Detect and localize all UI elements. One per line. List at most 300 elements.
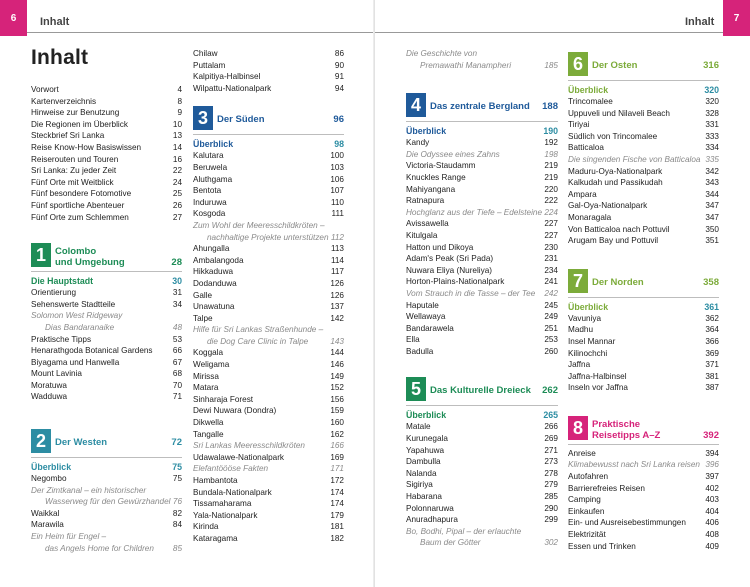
entry-title: Beruwela <box>193 162 228 172</box>
section-westen <box>31 423 182 554</box>
entry-title: Horton-Plains-Nationalpark <box>406 277 505 287</box>
section-heading <box>406 371 558 405</box>
entry-page: 98 <box>334 139 344 150</box>
toc-entry <box>31 119 182 131</box>
westen-continued-list <box>193 48 344 94</box>
section-title-line: Der Westen <box>55 437 108 449</box>
entry-title: Wellawaya <box>406 312 446 322</box>
section-sueden <box>193 100 344 544</box>
entry-title: Fünf sportliche Abenteuer <box>31 200 125 210</box>
entry-title: Überblick <box>568 301 609 312</box>
section-bergland <box>406 87 558 357</box>
toc-entry <box>568 517 719 529</box>
toc-entry <box>193 371 344 383</box>
entry-title: Kitulgala <box>406 230 438 240</box>
toc-entry <box>568 359 719 371</box>
toc-feature-entry <box>193 220 344 232</box>
toc-entry <box>193 359 344 371</box>
section-page: 262 <box>542 385 558 397</box>
entry-page: 112 <box>330 232 344 242</box>
toc-entry <box>193 487 344 499</box>
entry-title: Sri Lanka: Zu jeder Zeit <box>31 166 117 176</box>
toc-entry <box>193 382 344 394</box>
entry-page: 343 <box>705 178 719 188</box>
entry-page: 192 <box>544 138 558 148</box>
section-page: 72 <box>171 437 182 449</box>
entry-page: 185 <box>544 60 558 70</box>
entry-page: 166 <box>330 441 344 451</box>
right-page-number: 7 <box>723 0 750 36</box>
section-page: 392 <box>703 429 719 441</box>
entry-page: 9 <box>177 108 182 118</box>
toc-entry <box>568 224 719 236</box>
toc-entry <box>406 242 558 254</box>
entry-page: 278 <box>544 468 558 478</box>
entry-page: 16 <box>172 154 182 164</box>
entry-page: 48 <box>172 322 182 332</box>
section-number-badge: 3 <box>193 106 213 130</box>
entry-page: 331 <box>705 120 719 130</box>
entry-page: 142 <box>330 313 344 323</box>
entry-page: 126 <box>330 290 344 300</box>
entry-title: Baum der Götter <box>420 538 481 548</box>
toc-entry <box>193 185 344 197</box>
entry-title: Yala-Nationalpark <box>193 510 258 520</box>
toc-entry <box>568 371 719 383</box>
entry-page: 159 <box>330 406 344 416</box>
toc-entry <box>406 334 558 346</box>
entry-title: Ahungalla <box>193 244 230 254</box>
toc-feature-entry <box>31 531 182 543</box>
toc-entry <box>568 235 719 247</box>
section-page: 96 <box>333 114 344 126</box>
entry-title: Kandy <box>406 138 430 148</box>
intro-list <box>31 84 182 223</box>
entry-title: Udawalawe-Nationalpark <box>193 452 285 462</box>
entry-title: Gal-Oya-Nationalpark <box>568 201 648 211</box>
toc-feature-entry <box>193 336 344 348</box>
entry-title: Die singenden Fische von Batticaloa <box>568 154 701 164</box>
section-number-badge: 8 <box>568 416 588 440</box>
entry-page: 273 <box>544 457 558 467</box>
entry-title: Marawila <box>31 520 64 530</box>
entry-page: 110 <box>330 197 344 207</box>
toc-entry <box>406 456 558 468</box>
toc-entry <box>406 311 558 323</box>
toc-entry <box>406 265 558 277</box>
entry-title: Barrierefreies Reisen <box>568 483 645 493</box>
entry-title: Dodanduwa <box>193 278 237 288</box>
entry-page: 162 <box>330 429 344 439</box>
entry-title: Dewi Nuwara (Dondra) <box>193 406 277 416</box>
entry-page: 179 <box>330 510 344 520</box>
entry-title: Matara <box>193 383 219 393</box>
entry-title: Überblick <box>193 139 234 150</box>
entry-page: 169 <box>330 452 344 462</box>
entry-page: 241 <box>544 277 558 287</box>
entry-title: Uppuveli und Nilaveli Beach <box>568 108 670 118</box>
entry-title: Talpe <box>193 313 213 323</box>
toc-entry <box>193 405 344 417</box>
toc-feature-entry <box>31 543 182 555</box>
toc-entry <box>406 468 558 480</box>
entry-title: Der Zimtkanal – ein historischer <box>31 485 147 495</box>
toc-entry <box>406 514 558 526</box>
section-page: 28 <box>171 257 182 269</box>
entry-page: 347 <box>705 201 719 211</box>
toc-entry <box>193 475 344 487</box>
entry-page: 8 <box>177 96 182 106</box>
entry-page: 334 <box>705 143 719 153</box>
toc-entry <box>193 313 344 325</box>
entry-page: 328 <box>705 108 719 118</box>
right-page <box>375 0 750 587</box>
sueden-continued-list <box>406 48 558 71</box>
entry-title: Jaffna <box>568 360 591 370</box>
section-page: 358 <box>703 276 719 288</box>
entry-title: Hambantota <box>193 476 238 485</box>
section-number-badge: 1 <box>31 243 51 267</box>
entry-title: Kalutara <box>193 151 224 161</box>
toc-entry <box>193 533 344 545</box>
toc-entry <box>31 345 182 357</box>
entry-title: Jaffna-Halbinsel <box>568 371 627 381</box>
toc-entry <box>406 421 558 433</box>
entry-title: Kartenverzeichnis <box>31 96 97 106</box>
toc-subheading <box>406 409 558 421</box>
entry-title: Hilfe für Sri Lankas Straßenhunde – <box>193 325 324 335</box>
entry-title: Dambulla <box>406 457 441 467</box>
toc-feature-entry <box>31 485 182 497</box>
right-page-header <box>375 0 750 36</box>
entry-page: 68 <box>172 369 182 379</box>
toc-subheading <box>31 461 182 473</box>
toc-entry <box>31 142 182 154</box>
toc-entry <box>406 346 558 358</box>
entry-page: 361 <box>704 301 719 312</box>
entry-page: 117 <box>330 267 344 277</box>
entry-title: Henarathgoda Botanical Gardens <box>31 346 153 356</box>
entry-title: Koggala <box>193 348 224 358</box>
entry-page: 342 <box>705 166 719 176</box>
entry-page: 320 <box>704 85 719 95</box>
entry-page: 227 <box>544 219 558 229</box>
toc-entry <box>31 177 182 189</box>
entry-page: 144 <box>330 348 344 358</box>
entry-page: 75 <box>172 462 182 473</box>
toc-feature-entry <box>193 440 344 452</box>
toc-feature-entry <box>406 526 558 538</box>
toc-entry <box>31 473 182 485</box>
entry-title: Vavuniya <box>568 313 602 323</box>
entry-page: 198 <box>544 149 558 159</box>
entry-title: Kalkudah und Passikudah <box>568 178 663 188</box>
entry-page: 394 <box>705 448 719 458</box>
entry-page: 251 <box>544 323 558 333</box>
toc-column-1 <box>31 84 182 554</box>
entry-page: 146 <box>330 360 344 370</box>
left-page-header <box>0 0 375 36</box>
entry-page: 156 <box>330 394 344 404</box>
section-number-badge: 6 <box>568 52 588 76</box>
section-kulturelles-dreieck <box>406 371 558 549</box>
toc-feature-entry <box>406 207 558 219</box>
entry-page: 269 <box>544 434 558 444</box>
toc-entry <box>406 276 558 288</box>
entry-page: 152 <box>330 383 344 393</box>
entry-page: 66 <box>172 346 182 356</box>
section-title <box>592 277 644 288</box>
entry-page: 4 <box>177 85 182 94</box>
section-title <box>430 385 531 396</box>
toc-entry <box>31 188 182 200</box>
entry-title: Anreise <box>568 448 596 458</box>
section-title-line: Der Osten <box>592 60 638 71</box>
entry-title: Weligama <box>193 360 230 370</box>
entry-page: 242 <box>544 288 558 298</box>
toc-feature-entry <box>31 310 182 322</box>
toc-entry <box>31 200 182 212</box>
section-heading <box>568 46 719 80</box>
entry-page: 14 <box>172 142 182 152</box>
entry-title: Inseln vor Jaffna <box>568 383 628 393</box>
toc-entry <box>193 521 344 533</box>
toc-entry <box>406 160 558 172</box>
toc-entry <box>193 347 344 359</box>
left-running-head: Inhalt <box>40 16 70 28</box>
entry-title: Ampara <box>568 189 597 199</box>
entry-page: 350 <box>705 224 719 234</box>
entry-page: 22 <box>172 166 182 176</box>
entry-title: Induruwa <box>193 197 227 207</box>
toc-entry <box>31 299 182 311</box>
toc-feature-entry <box>568 154 719 166</box>
entry-page: 403 <box>705 495 719 505</box>
entry-page: 285 <box>544 492 558 502</box>
entry-page: 91 <box>334 72 344 82</box>
section-heading <box>568 263 719 297</box>
entry-title: Dikwella <box>193 418 224 428</box>
section-title-line: und Umgebung <box>55 257 125 269</box>
entry-title: Victoria-Staudamm <box>406 161 476 171</box>
section-title <box>217 114 265 125</box>
toc-feature-entry <box>406 149 558 161</box>
toc-entry <box>568 166 719 178</box>
entry-title: Essen und Trinken <box>568 541 636 551</box>
entry-title: Ratnapura <box>406 196 445 206</box>
toc-entry <box>193 417 344 429</box>
entry-title: Südlich von Trincomalee <box>568 131 658 141</box>
entry-title: Aluthgama <box>193 174 233 184</box>
entry-title: Tangalle <box>193 429 224 439</box>
toc-entry <box>406 300 558 312</box>
toc-entry <box>568 189 719 201</box>
entry-page: 371 <box>705 360 719 370</box>
entry-title: Madhu <box>568 325 594 335</box>
toc-entry <box>568 177 719 189</box>
toc-entry <box>193 83 344 95</box>
entry-title: Puttalam <box>193 60 226 70</box>
entry-page: 224 <box>544 207 558 217</box>
entry-title: Nuwara Eliya (Nureliya) <box>406 265 492 275</box>
entry-page: 181 <box>330 522 344 532</box>
toc-entry <box>193 290 344 302</box>
toc-column-2 <box>193 48 344 545</box>
entry-title: Monaragala <box>568 212 612 222</box>
section-reisetipps <box>568 410 719 552</box>
entry-title: die Dog Care Clinic in Talpe <box>207 336 309 346</box>
toc-feature-entry <box>406 48 558 60</box>
entry-title: Waikkal <box>31 508 60 518</box>
entry-page: 107 <box>330 186 344 196</box>
section-title-line: Der Norden <box>592 276 644 288</box>
section-title-line: Reisetipps A–Z <box>592 429 661 441</box>
toc-entry <box>31 391 182 403</box>
entry-title: Hikkaduwa <box>193 267 234 277</box>
entry-page: 24 <box>172 177 182 187</box>
entry-title: Galle <box>193 290 213 300</box>
entry-page: 271 <box>544 445 558 455</box>
toc-feature-entry <box>31 322 182 334</box>
entry-page: 302 <box>544 538 558 548</box>
entry-page: 71 <box>172 392 182 402</box>
entry-page: 75 <box>172 474 182 484</box>
entry-page: 253 <box>544 335 558 345</box>
toc-entry <box>568 96 719 108</box>
section-colombo <box>31 237 182 403</box>
section-heading <box>31 423 182 457</box>
entry-title: Autofahren <box>568 472 609 482</box>
entry-title: Orientierung <box>31 288 77 298</box>
entry-title: Polonnaruwa <box>406 503 454 513</box>
entry-page: 364 <box>705 325 719 335</box>
toc-column-4 <box>568 46 719 552</box>
entry-title: Reise Know-How Basiswissen <box>31 142 142 152</box>
entry-page: 234 <box>544 265 558 275</box>
entry-page: 126 <box>330 278 344 288</box>
entry-title: Bundala-Nationalpark <box>193 487 272 497</box>
entry-title: Nalanda <box>406 468 437 478</box>
toc-feature-entry <box>31 496 182 508</box>
entry-page: 111 <box>331 209 344 219</box>
entry-title: Sri Lankas Meeresschildkröten <box>193 441 305 451</box>
section-page: 316 <box>703 60 719 71</box>
entry-page: 86 <box>334 49 344 58</box>
entry-page: 299 <box>544 515 558 525</box>
entry-page: 220 <box>544 184 558 194</box>
entry-title: Biyagama und Hanwella <box>31 357 120 367</box>
toc-entry <box>193 243 344 255</box>
toc-entry <box>568 313 719 325</box>
toc-entry <box>193 278 344 290</box>
section-title-line: Praktische <box>592 418 641 430</box>
toc-entry <box>31 287 182 299</box>
toc-feature-entry <box>193 463 344 475</box>
toc-entry <box>568 336 719 348</box>
entry-page: 245 <box>544 300 558 310</box>
section-number-badge: 2 <box>31 429 51 453</box>
toc-column-3 <box>406 48 558 549</box>
entry-page: 31 <box>172 288 182 298</box>
entry-page: 335 <box>705 154 719 164</box>
entry-title: Mahiyangana <box>406 184 456 194</box>
entry-page: 362 <box>705 313 719 323</box>
entry-title: Ein- und Ausreisebestimmungen <box>568 518 686 528</box>
entry-title: Überblick <box>406 126 447 137</box>
entry-page: 320 <box>705 97 719 106</box>
toc-entry <box>193 429 344 441</box>
entry-title: Fünf Orte mit Weitblick <box>31 177 114 187</box>
entry-page: 103 <box>330 162 344 172</box>
entry-page: 366 <box>705 336 719 346</box>
entry-title: Anuradhapura <box>406 515 458 525</box>
entry-title: Yapahuwa <box>406 445 445 455</box>
entry-page: 53 <box>172 334 182 344</box>
entry-title: Avissawella <box>406 219 449 229</box>
section-heading <box>568 410 719 444</box>
entry-title: Wasserweg für den Gewürzhandel <box>45 497 171 507</box>
toc-entry <box>193 301 344 313</box>
entry-page: 160 <box>330 418 344 428</box>
section-title-line: Das Kulturelle Dreieck <box>430 385 531 397</box>
entry-title: Premawathi Manampheri <box>420 60 512 70</box>
toc-feature-entry <box>193 324 344 336</box>
entry-title: Matale <box>406 422 431 432</box>
toc-feature-entry <box>406 288 558 300</box>
toc-entry <box>193 174 344 186</box>
toc-entry <box>193 60 344 72</box>
toc-entry <box>31 154 182 166</box>
toc-entry <box>406 195 558 207</box>
entry-page: 230 <box>544 242 558 252</box>
entry-page: 265 <box>543 410 558 421</box>
toc-feature-entry <box>568 459 719 471</box>
toc-entry <box>406 230 558 242</box>
entry-title: Die Geschichte von <box>406 49 477 58</box>
entry-page: 227 <box>544 230 558 240</box>
section-heading <box>406 87 558 121</box>
entry-page: 408 <box>705 530 719 540</box>
entry-title: Hatton und Dikoya <box>406 242 474 252</box>
entry-page: 266 <box>544 422 558 432</box>
toc-feature-entry <box>406 537 558 549</box>
toc-entry <box>31 107 182 119</box>
entry-page: 26 <box>172 200 182 210</box>
entry-page: 219 <box>544 161 558 171</box>
toc-feature-entry <box>406 60 558 72</box>
entry-title: Kosgoda <box>193 209 226 219</box>
entry-title: Sinharaja Forest <box>193 394 254 404</box>
entry-page: 397 <box>705 472 719 482</box>
entry-page: 114 <box>330 255 344 265</box>
entry-title: Maduru-Oya-Nationalpark <box>568 166 663 176</box>
toc-entry <box>568 529 719 541</box>
entry-title: Klimabewusst nach Sri Lanka reisen <box>568 460 700 470</box>
entry-title: Die Odyssee eines Zahns <box>406 149 500 159</box>
toc-entry <box>568 131 719 143</box>
toc-entry <box>406 218 558 230</box>
entry-title: Adam's Peak (Sri Pada) <box>406 254 494 264</box>
entry-title: Sigiriya <box>406 480 433 490</box>
entry-title: Habarana <box>406 492 442 502</box>
section-title <box>592 60 637 71</box>
section-title-line: Das zentrale Bergland <box>430 101 530 113</box>
entry-title: Sehenswerte Stadtteile <box>31 299 116 309</box>
entry-title: Mount Lavinia <box>31 369 82 379</box>
entry-title: Mirissa <box>193 371 219 381</box>
entry-title: Unawatuna <box>193 302 235 312</box>
entry-title: Wilpattu-Nationalpark <box>193 83 272 93</box>
